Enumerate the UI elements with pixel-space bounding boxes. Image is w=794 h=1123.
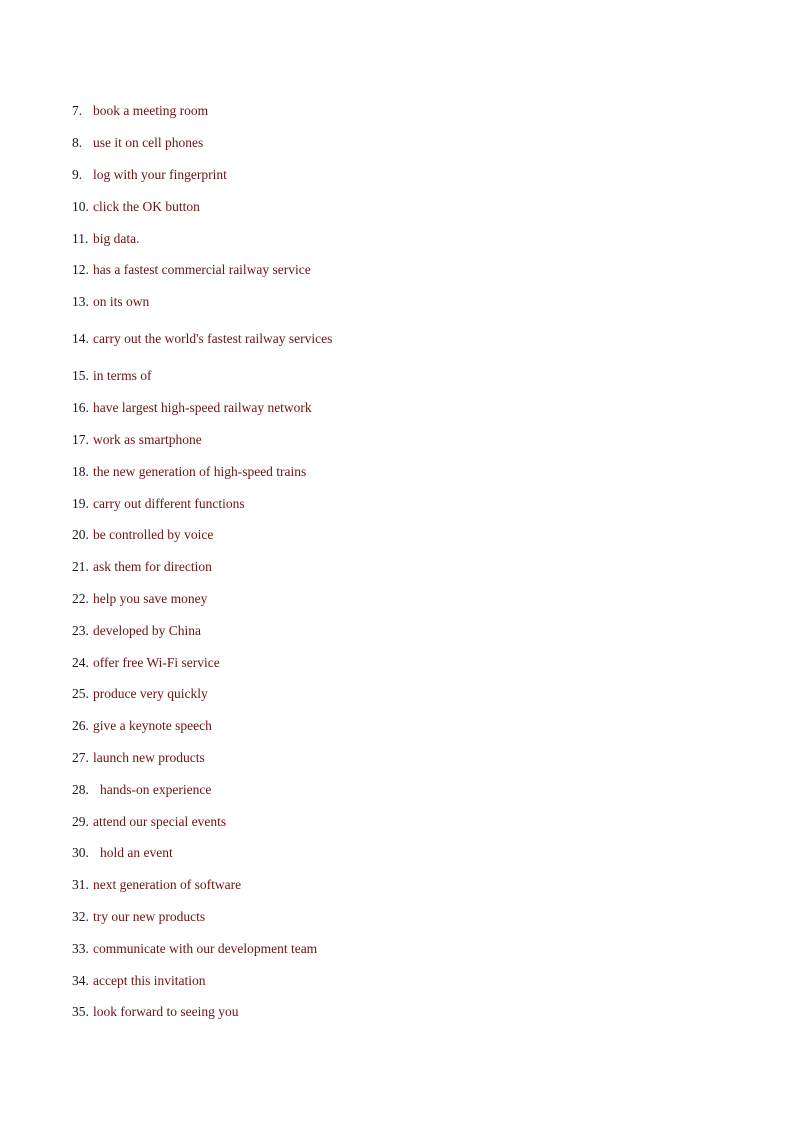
list-item bbox=[72, 557, 212, 577]
item-number: 13. bbox=[72, 294, 89, 309]
list-item bbox=[72, 430, 202, 450]
list-item bbox=[72, 621, 201, 641]
list-item bbox=[72, 525, 213, 545]
item-number: 7. bbox=[72, 103, 83, 118]
item-text: help you save money bbox=[93, 591, 208, 606]
item-number: 10. bbox=[72, 199, 89, 214]
item-number: 24. bbox=[72, 655, 89, 670]
list-item bbox=[72, 589, 207, 609]
list-item bbox=[72, 494, 245, 514]
list-item bbox=[72, 780, 211, 800]
item-number: 34. bbox=[72, 973, 89, 988]
item-text: use it on cell phones bbox=[93, 135, 204, 150]
list-item bbox=[72, 971, 205, 991]
list-item bbox=[72, 260, 311, 280]
item-text: developed by China bbox=[93, 623, 201, 638]
item-text: attend our special events bbox=[93, 814, 227, 829]
item-text: work as smartphone bbox=[93, 432, 202, 447]
item-text: in terms of bbox=[93, 368, 152, 383]
list-item bbox=[72, 366, 152, 386]
item-text: has a fastest commercial railway service bbox=[93, 262, 311, 277]
list-item bbox=[72, 843, 173, 863]
item-number: 21. bbox=[72, 559, 89, 574]
list-item bbox=[72, 907, 205, 927]
item-text: ask them for direction bbox=[93, 559, 212, 574]
item-number: 18. bbox=[72, 464, 89, 479]
list-item bbox=[72, 748, 205, 768]
item-number: 16. bbox=[72, 400, 89, 415]
item-text: be controlled by voice bbox=[93, 527, 214, 542]
item-number: 28. bbox=[72, 782, 89, 797]
item-text: have largest high-speed railway network bbox=[93, 400, 312, 415]
item-text: offer free Wi-Fi service bbox=[93, 655, 220, 670]
list-item bbox=[72, 197, 200, 217]
item-text: give a keynote speech bbox=[93, 718, 212, 733]
item-text: hands-on experience bbox=[100, 782, 212, 797]
item-text: log with your fingerprint bbox=[93, 167, 227, 182]
item-text: big data. bbox=[93, 231, 140, 246]
item-number: 26. bbox=[72, 718, 89, 733]
item-text: click the OK button bbox=[93, 199, 200, 214]
item-text: communicate with our development team bbox=[93, 941, 318, 956]
list-item bbox=[72, 875, 241, 895]
list-item bbox=[72, 653, 220, 673]
item-number: 12. bbox=[72, 262, 89, 277]
item-number: 22. bbox=[72, 591, 89, 606]
item-number: 27. bbox=[72, 750, 89, 765]
list-item bbox=[72, 229, 140, 249]
item-text: next generation of software bbox=[93, 877, 242, 892]
item-text: the new generation of high-speed trains bbox=[93, 464, 307, 479]
item-text: try our new products bbox=[93, 909, 206, 924]
item-number: 33. bbox=[72, 941, 89, 956]
item-text: hold an event bbox=[100, 845, 173, 860]
item-text: produce very quickly bbox=[93, 686, 208, 701]
item-number: 17. bbox=[72, 432, 89, 447]
list-item bbox=[72, 1002, 238, 1022]
item-number: 31. bbox=[72, 877, 89, 892]
item-number: 35. bbox=[72, 1004, 89, 1019]
item-number: 9. bbox=[72, 167, 83, 182]
list-item bbox=[72, 716, 212, 736]
list-item bbox=[72, 398, 312, 418]
list-item bbox=[72, 133, 203, 153]
item-number: 23. bbox=[72, 623, 89, 638]
list-item bbox=[72, 939, 317, 959]
item-number: 30. bbox=[72, 845, 89, 860]
list-item bbox=[72, 684, 208, 704]
item-text: carry out the world's fastest railway services bbox=[93, 331, 333, 346]
item-number: 11. bbox=[72, 231, 89, 246]
list-item bbox=[72, 812, 226, 832]
list-item bbox=[72, 329, 332, 349]
item-number: 25. bbox=[72, 686, 89, 701]
item-number: 29. bbox=[72, 814, 89, 829]
item-text: look forward to seeing you bbox=[93, 1004, 239, 1019]
item-number: 14. bbox=[72, 331, 89, 346]
item-text: carry out different functions bbox=[93, 496, 245, 511]
list-item bbox=[72, 101, 208, 121]
item-number: 20. bbox=[72, 527, 89, 542]
item-number: 8. bbox=[72, 135, 83, 150]
list-item bbox=[72, 165, 227, 185]
item-text: accept this invitation bbox=[93, 973, 206, 988]
item-number: 15. bbox=[72, 368, 89, 383]
item-number: 19. bbox=[72, 496, 89, 511]
list-item bbox=[72, 462, 306, 482]
item-text: book a meeting room bbox=[93, 103, 209, 118]
item-number: 32. bbox=[72, 909, 89, 924]
list-item bbox=[72, 292, 149, 312]
item-text: launch new products bbox=[93, 750, 205, 765]
item-text: on its own bbox=[93, 294, 150, 309]
